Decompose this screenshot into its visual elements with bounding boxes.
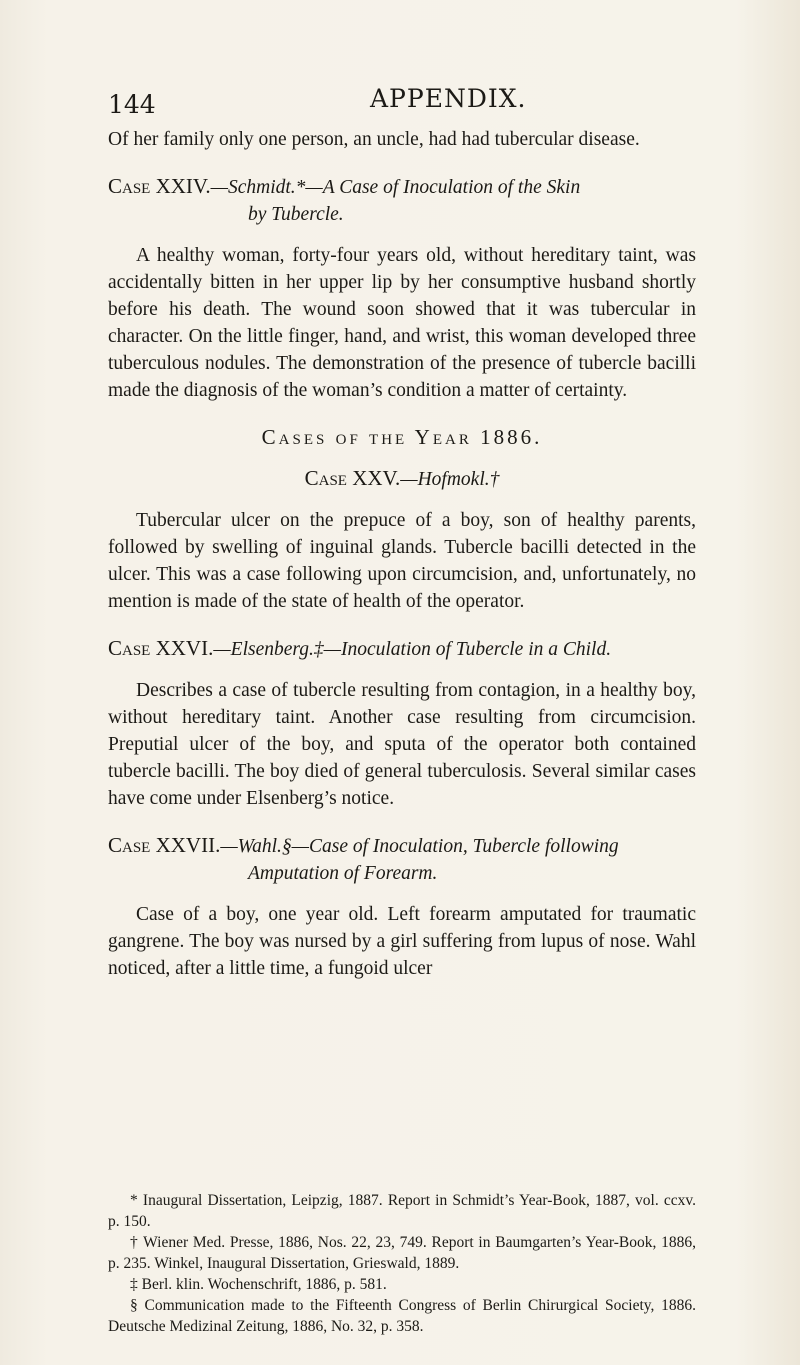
case-25-label: Case XXV. <box>304 466 401 490</box>
footnote <box>108 1232 696 1274</box>
case-27-label: Case XXVII. <box>108 833 221 857</box>
case-26-text: Describes a case of tubercle resulting from contagion, in a healthy boy, without hereditary taint. Another case resulting from circumcision. Preputial ulcer of the boy, and sputa of the operator both contained tubercle bacilli. The boy died of general tuberculosis. Several similar cases have come under Elsenberg’s notice. <box>108 680 696 809</box>
page-body <box>108 126 696 982</box>
case-27-heading <box>108 832 696 860</box>
case-27-text: Case of a boy, one year old. Left forearm amputated for traumatic gangrene. The boy was nursed by a girl suffering from lupus of nose. Wahl noticed, after a little time, a fungoid ulcer <box>108 904 696 979</box>
footnote-text: Communication made to the Fifteenth Congress of Berlin Chirurgical Society, 1886. Deutsche Medizinal Zeitung, 1886, No. 32, p. 358. <box>108 1297 697 1335</box>
case-27-title: —Wahl.§—Case of Inoculation, Tubercle following <box>220 836 619 857</box>
case-25-heading <box>108 465 696 493</box>
case-25-text: Tubercular ulcer on the prepuce of a boy, son of healthy parents, followed by swelling of inguinal glands. Tubercle bacilli detected in the ulcer. This was a case following upon circumcision, and, unfortunately, no mention is made of the state of health of the operator. <box>108 510 696 612</box>
case-24-text: A healthy woman, forty-four years old, without hereditary taint, was accidentally bitten in her upper lip by her consumptive husband shortly before his death. The wound soon showed that it was tubercular in character. On the little finger, hand, and wrist, this woman developed three tuberculous nodules. The demonstration of the presence of tubercle bacilli made the diagnosis of the woman’s condition a matter of certainty. <box>108 245 696 401</box>
footnote-text: Berl. klin. Wochenschrift, 1886, p. 581. <box>141 1276 387 1293</box>
footnote-text: Wiener Med. Presse, 1886, Nos. 22, 23, 749. Report in Baumgarten’s Year-Book, 1886, p. 235. Winkel, Inaugural Dissertation, Grieswald, 1889. <box>108 1234 697 1272</box>
footnote-text: Inaugural Dissertation, Leipzig, 1887. Report in Schmidt’s Year-Book, 1887, vol. ccxv. p. 150. <box>108 1192 697 1230</box>
footnote <box>108 1295 696 1337</box>
footnote-mark: § <box>130 1297 138 1314</box>
case-25-title: —Hofmokl.† <box>400 469 500 490</box>
footnote <box>108 1274 696 1295</box>
case-24-label: Case XXIV. <box>108 174 211 198</box>
section-title-year: 1886. <box>480 425 543 449</box>
case-26-label: Case XXVI. <box>108 636 214 660</box>
footnote <box>108 1190 696 1232</box>
running-head: APPENDIX. <box>370 84 527 113</box>
case-26-heading <box>108 635 696 663</box>
section-title-prefix: Cases of the Year <box>261 425 472 449</box>
case-26-title: —Elsenberg.‡—Inoculation of Tubercle in a Child. <box>213 639 612 660</box>
footnote-mark: † <box>130 1234 139 1251</box>
case-24-title: —Schmidt.*—A Case of Inoculation of the Skin <box>210 177 581 198</box>
section-title <box>108 424 696 451</box>
case-27-title-cont: Amputation of Forearm. <box>248 863 438 884</box>
page-header <box>0 84 800 124</box>
page-number: 144 <box>108 90 156 119</box>
case-24-heading <box>108 173 696 201</box>
footnotes <box>108 1190 696 1337</box>
footnote-mark: ‡ <box>130 1276 138 1293</box>
footnote-mark: * <box>130 1192 138 1209</box>
paragraph-intro: Of her family only one person, an uncle, had had tubercular disease. <box>108 129 640 150</box>
case-24-title-cont: by Tubercle. <box>248 204 344 225</box>
